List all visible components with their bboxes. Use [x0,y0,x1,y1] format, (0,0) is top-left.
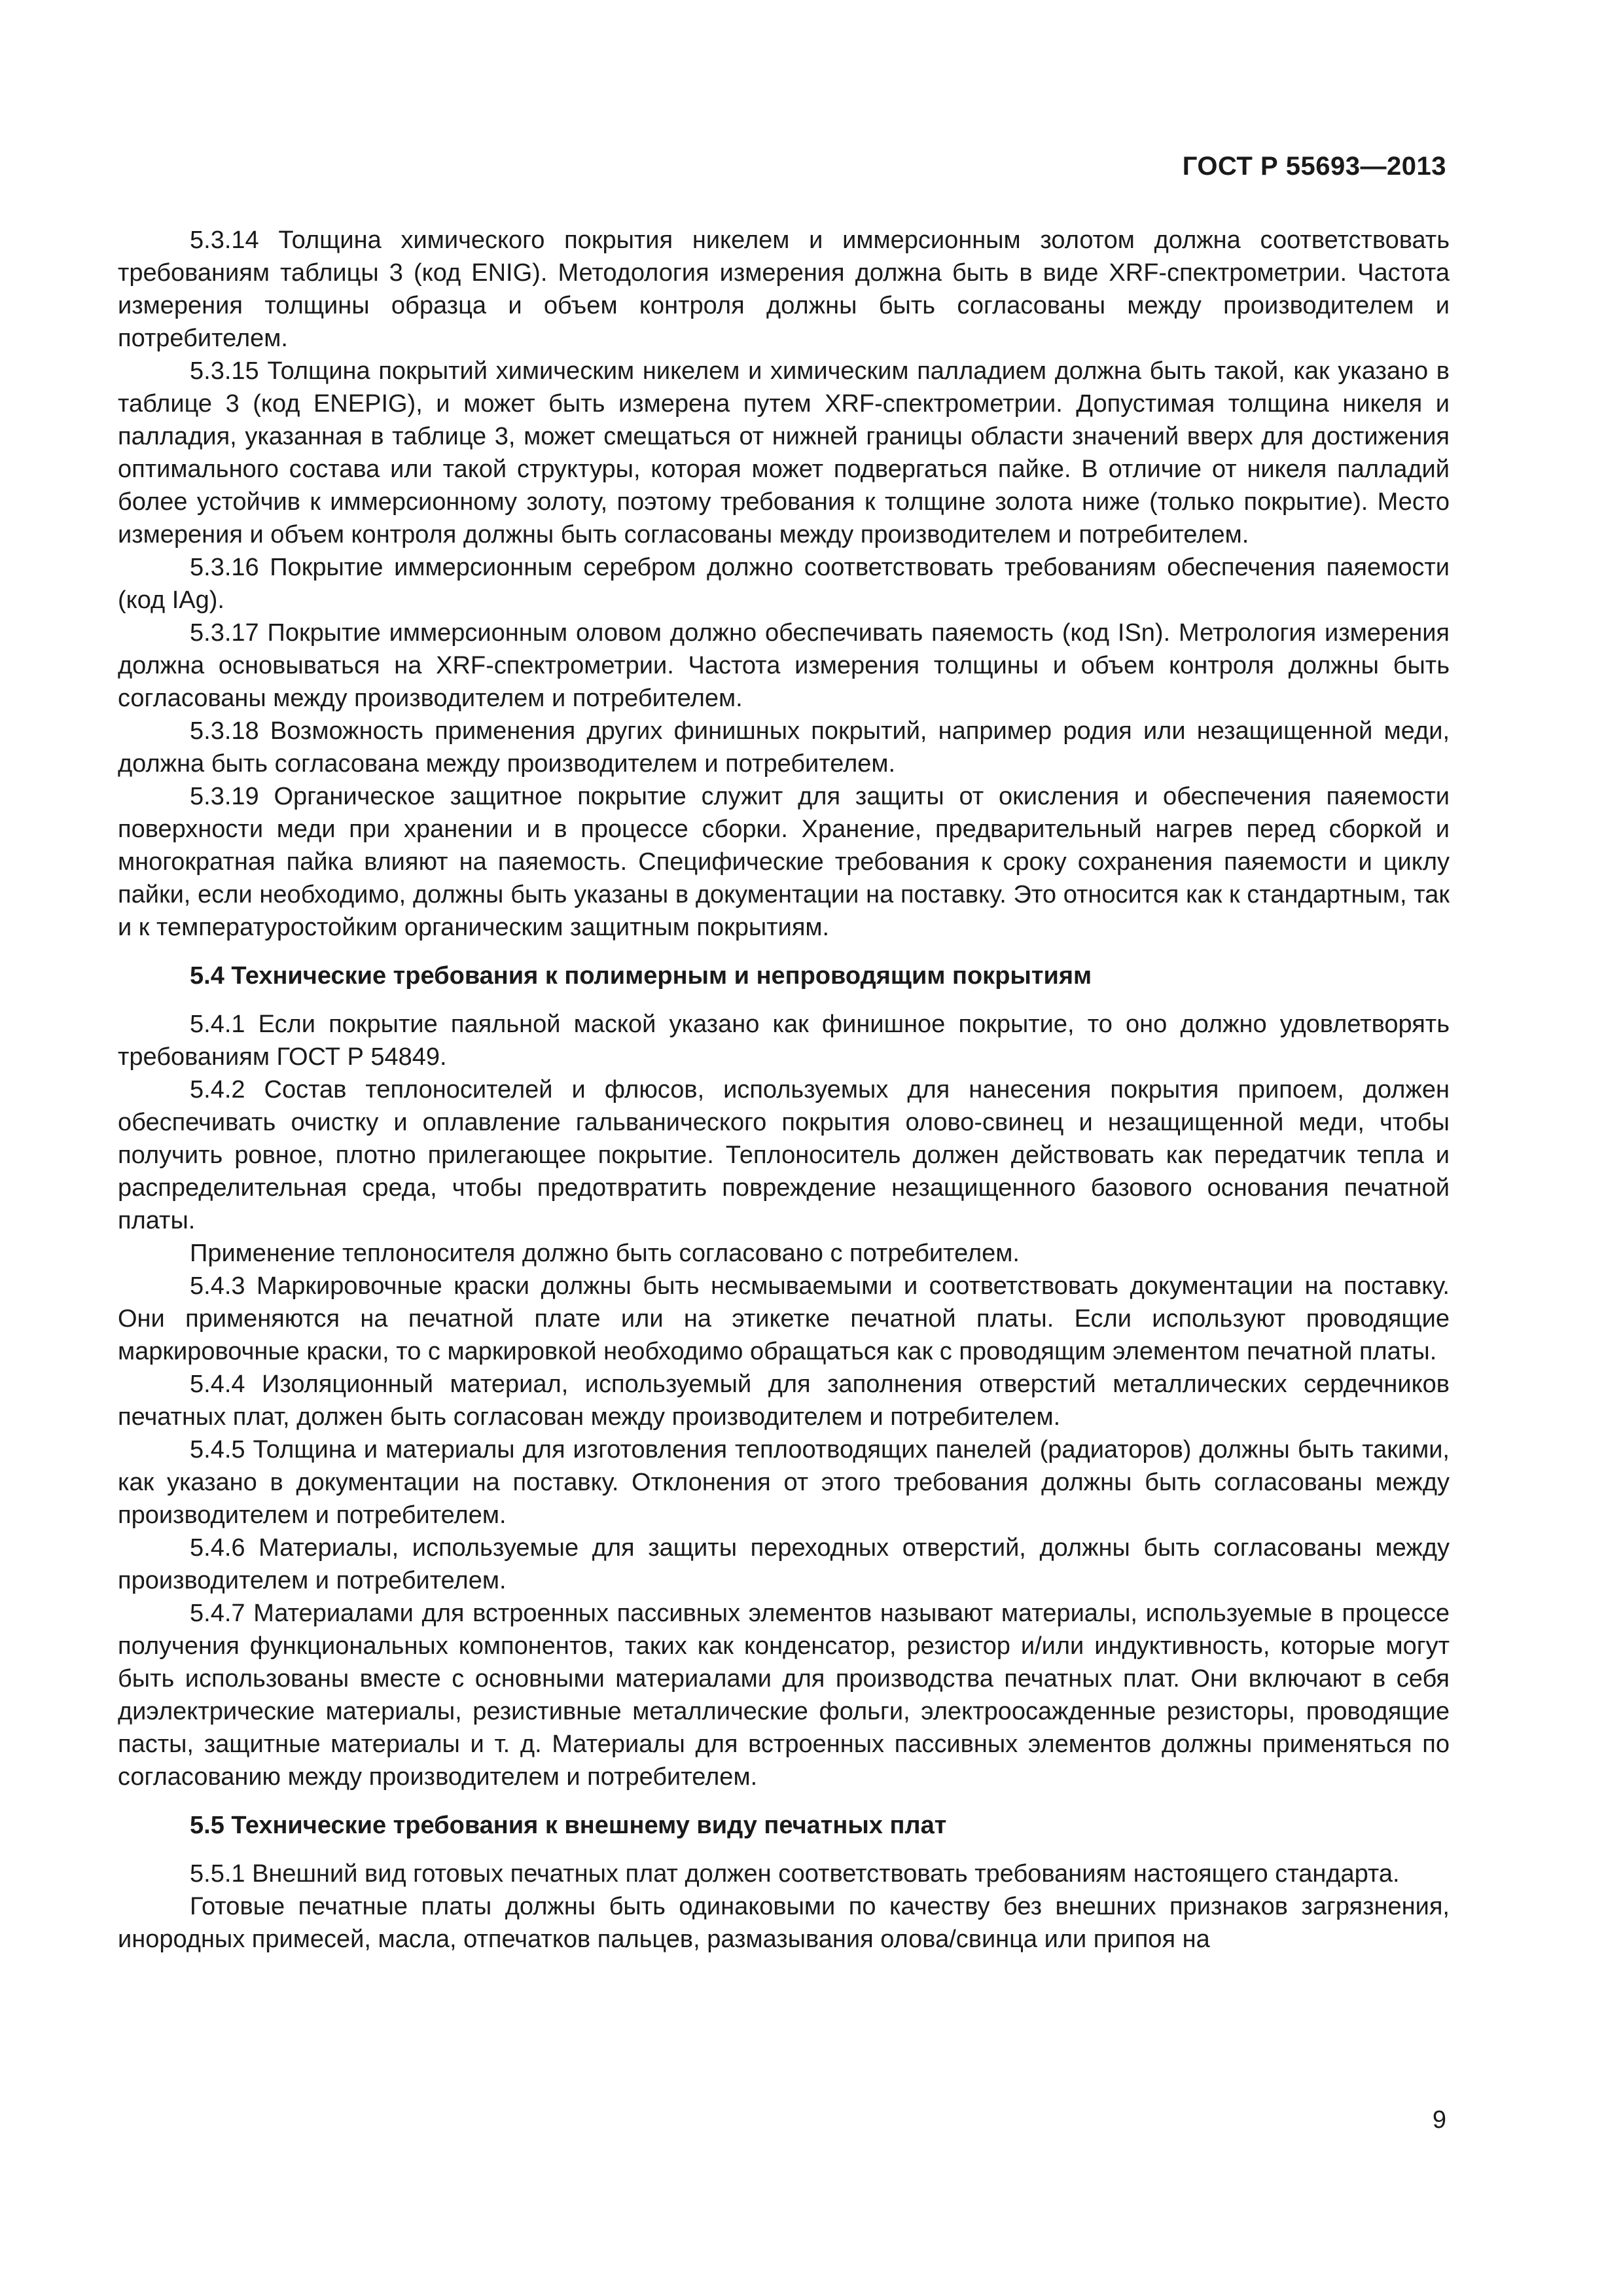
paragraph-5-4-3: 5.4.3 Маркировочные краски должны быть несмываемыми и соответствовать документации на поставку. Они применяются на печатной плате или на этикетке печатной платы. Если используют проводящие маркировочные краски, то с маркировкой необходимо обращаться как с проводящим элементом печатной платы. [118,1272,1450,1365]
paragraph-5-5-1-cont: Готовые печатные платы должны быть одинаковыми по качеству без внешних признаков загрязнения, инородных примесей, масла, отпечатков пальцев, размазывания олова/свинца или припоя на [118,1893,1450,1953]
paragraph-5-4-2: 5.4.2 Состав теплоносителей и флюсов, используемых для нанесения покрытия припоем, должен обеспечивать очистку и оплавление гальванического покрытия олово-свинец и незащищенной меди, чтобы получить ровное, плотно прилегающее покрытие. Теплоноситель должен действовать как передатчик тепла и распределительная среда, чтобы предотвратить повреждение незащищенного базового основания печатной платы. [118,1076,1450,1234]
paragraph-5-3-14: 5.3.14 Толщина химического покрытия никелем и иммерсионным золотом должна соответствовать требованиям таблицы 3 (код ENIG). Методология измерения должна быть в виде XRF-спектрометрии. Частота измерения толщины образца и объем контроля должны быть согласованы между производителем и потребителем. [118,226,1450,352]
paragraph-5-4-5: 5.4.5 Толщина и материалы для изготовления теплоотводящих панелей (радиаторов) должны быть такими, как указано в документации на поставку. Отклонения от этого требования должны быть согласованы между производителем и потребителем. [118,1436,1450,1529]
paragraph-5-3-19: 5.3.19 Органическое защитное покрытие служит для защиты от окисления и обеспечения паяемости поверхности меди при хранении и в процессе сборки. Хранение, предварительный нагрев перед сборкой и многократная пайка влияют на паяемость. Специфические требования к сроку сохранения паяемости и циклу пайки, если необходимо, должны быть указаны в документации на поставку. Это относится как к стандартным, так и к температуростойким органическим защитным покрытиям. [118,783,1450,941]
paragraph-5-4-1: 5.4.1 Если покрытие паяльной маской указано как финишное покрытие, то оно должно удовлетворять требованиям ГОСТ Р 54849. [118,1011,1450,1071]
document-body [118,224,1450,1956]
paragraph-5-3-16: 5.3.16 Покрытие иммерсионным серебром должно соответствовать требованиям обеспечения паяемости (код IAg). [118,554,1450,614]
document-code: ГОСТ Р 55693—2013 [1182,152,1446,181]
paragraph-5-3-17: 5.3.17 Покрытие иммерсионным оловом должно обеспечивать паяемость (код ISn). Метрология измерения должна основываться на XRF-спектрометрии. Частота измерения толщины и объем контроля должны быть согласованы между производителем и потребителем. [118,619,1450,712]
section-heading-5-5: 5.5 Технические требования к внешнему виду печатных плат [190,1812,947,1839]
page-number: 9 [1432,2106,1446,2134]
paragraph-5-4-6: 5.4.6 Материалы, используемые для защиты переходных отверстий, должны быть согласованы между производителем и потребителем. [118,1534,1450,1594]
paragraph-5-4-7: 5.4.7 Материалами для встроенных пассивных элементов называют материалы, используемые в процессе получения функциональных компонентов, таких как конденсатор, резистор и/или индуктивность, которые могут быть использованы вместе с основными материалами для производства печатных плат. Они включают в себя диэлектрические материалы, резистивные металлические фольги, электроосажденные резисторы, проводящие пасты, защитные материалы и т. д. Материалы для встроенных пассивных элементов должны применяться по согласованию между производителем и потребителем. [118,1600,1450,1791]
paragraph-5-4-2-note: Применение теплоносителя должно быть согласовано с потребителем. [190,1240,1020,1267]
section-heading-5-4: 5.4 Технические требования к полимерным и непроводящим покрытиям [190,962,1092,990]
paragraph-5-3-15: 5.3.15 Толщина покрытий химическим никелем и химическим палладием должна быть такой, как указано в таблице 3 (код ENEPIG), и может быть измерена путем XRF-спектрометрии. Допустимая толщина никеля и палладия, указанная в таблице 3, может смещаться от нижней границы области значений вверх для достижения оптимального состава или такой структуры, которая может подвергаться пайке. В отличие от никеля палладий более устойчив к иммерсионному золоту, поэтому требования к толщине золота ниже (только покрытие). Место измерения и объем контроля должны быть согласованы между производителем и потребителем. [118,357,1450,548]
paragraph-5-5-1: 5.5.1 Внешний вид готовых печатных плат должен соответствовать требованиям настоящего стандарта. [190,1860,1400,1888]
paragraph-5-3-18: 5.3.18 Возможность применения других финишных покрытий, например родия или незащищенной меди, должна быть согласована между производителем и потребителем. [118,717,1450,778]
paragraph-5-4-4: 5.4.4 Изоляционный материал, используемый для заполнения отверстий металлических сердечников печатных плат, должен быть согласован между производителем и потребителем. [118,1371,1450,1431]
